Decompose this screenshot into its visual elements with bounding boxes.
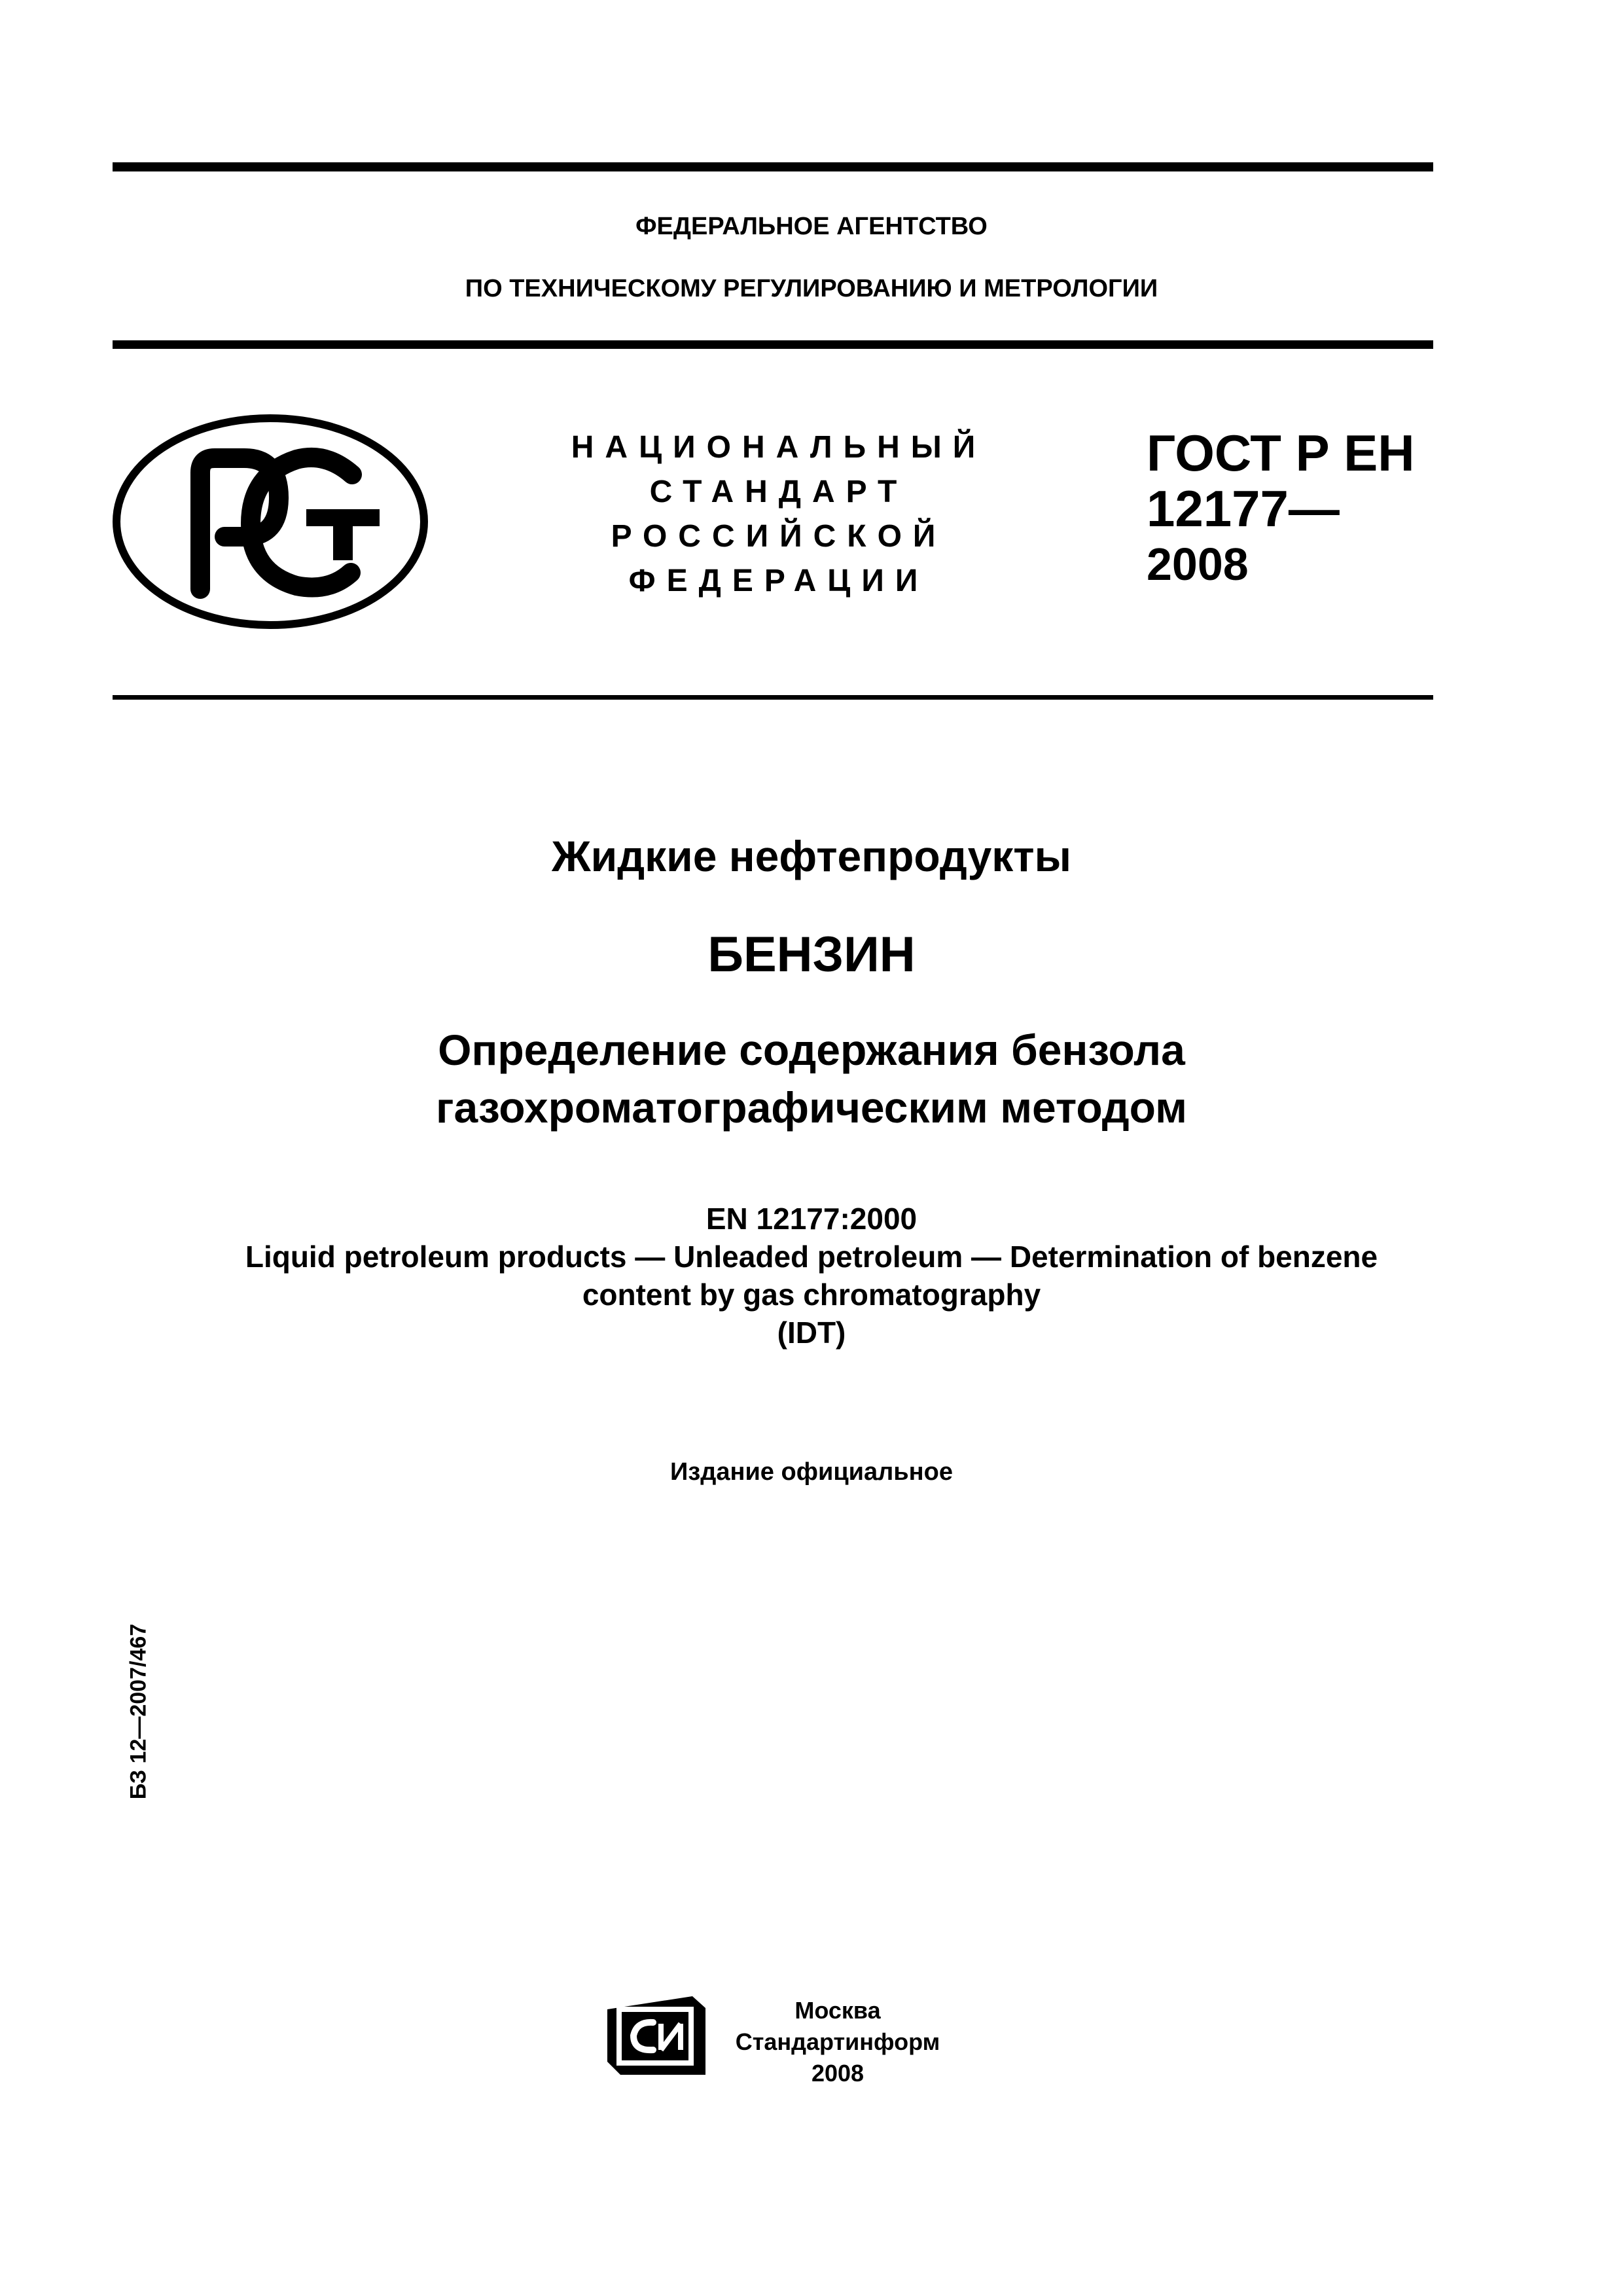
publisher-info — [713, 1995, 962, 2089]
title-product-group: Жидкие нефтепродукты — [552, 832, 1071, 880]
top-rule — [113, 162, 1433, 171]
header-bottom-rule — [113, 340, 1433, 349]
en-identity-note: (IDT) — [777, 1316, 846, 1350]
title-method-line-1: Определение содержания бензола — [438, 1026, 1185, 1074]
publisher-city: Москва — [794, 1997, 881, 2024]
title-product: БЕНЗИН — [707, 927, 916, 982]
publisher-name: Стандартинформ — [735, 2028, 940, 2055]
national-line-4: ФЕДЕРАЦИИ — [628, 564, 929, 598]
en-standard-code: EN 12177:2000 — [705, 1202, 918, 1236]
gost-line-1: ГОСТ Р ЕН — [1147, 424, 1415, 482]
en-title-line-1: Liquid petroleum products — Unleaded petroleum — Determination of benzene — [245, 1240, 1378, 1274]
middle-rule — [113, 695, 1433, 700]
national-line-1: НАЦИОНАЛЬНЫЙ — [571, 430, 987, 465]
gost-line-3: 2008 — [1147, 539, 1249, 590]
gost-line-2: 12177— — [1147, 480, 1340, 537]
agency-line-2: ПО ТЕХНИЧЕСКОМУ РЕГУЛИРОВАНИЮ И МЕТРОЛОГИИ — [465, 275, 1158, 302]
title-method-line-2: газохроматографическим методом — [436, 1083, 1187, 1132]
national-line-3: РОССИЙСКОЙ — [611, 519, 947, 554]
publisher-year: 2008 — [811, 2060, 865, 2087]
national-standard-label — [550, 425, 1008, 603]
gost-designation — [1147, 425, 1415, 592]
en-title-line-2: content by gas chromatography — [582, 1278, 1041, 1312]
side-catalog-code: БЗ 12—2007/467 — [126, 1623, 151, 1800]
edition-label: Издание официальное — [670, 1458, 953, 1486]
standartinform-logo-icon — [607, 1996, 705, 2075]
title-method — [0, 1021, 1623, 1136]
agency-line-1: ФЕДЕРАЛЬНОЕ АГЕНТСТВО — [635, 213, 988, 240]
rst-logo-icon — [110, 412, 431, 632]
national-line-2: СТАНДАРТ — [649, 475, 908, 509]
